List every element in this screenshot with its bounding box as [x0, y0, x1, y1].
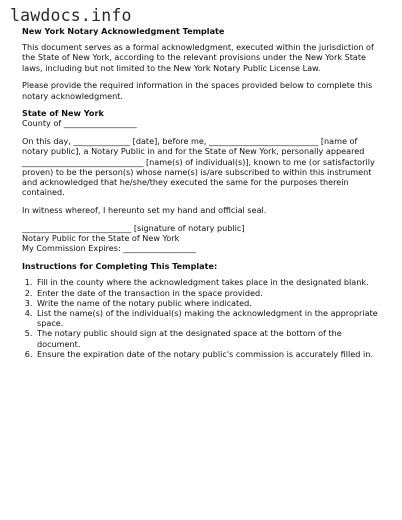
instruction-item: 6. Ensure the expiration date of the notary public's commission is accurately filled in. [35, 349, 384, 359]
witness-line: In witness whereof, I hereunto set my hand and official seal. [22, 204, 267, 215]
instruction-item: 4. List the name(s) of the individual(s) making the acknowledgment in the appropriate space. [35, 308, 384, 328]
county-line: County of __________________ [22, 118, 137, 129]
instruction-item: 5. The notary public should sign at the designated space at the bottom of the document. [35, 328, 384, 348]
document-title: New York Notary Acknowledgment Template [22, 26, 225, 36]
acknowledgment-paragraph: On this day, ______________ [date], before me, ___________________________ [name of notary public], a Notary Public in and for the State of New York, personally appeared ______________________________ [name(s) of individual(s)], known to me (or satisfactorily proven) to be the person(s) whose name(s) is/are subscribed to within this instrument and acknowledged that he/she/they executed the same for the purposes therein contained. [22, 136, 375, 198]
signature-line: ___________________________ [signature of notary public] [22, 222, 245, 233]
state-heading: State of New York [22, 108, 104, 119]
intro-paragraph: This document serves as a formal acknowledgment, executed within the jurisdiction of the State of New York, according to the relevant provisions under the New York State laws, including but not limited to the New York Notary Public License Law. [22, 42, 374, 73]
instructions-list [22, 277, 384, 359]
instruction-item: 1. Fill in the county where the acknowledgment takes place in the designated blank. [35, 277, 384, 287]
instruction-item: 2. Enter the date of the transaction in the space provided. [35, 288, 384, 298]
site-watermark: lawdocs.info [10, 6, 132, 25]
instructions-heading: Instructions for Completing This Template: [22, 260, 218, 271]
instruction-item: 3. Write the name of the notary public where indicated. [35, 298, 384, 308]
instruction-note: Please provide the required information in the spaces provided below to complete this notary acknowledgment. [22, 80, 373, 101]
document-page [22, 26, 384, 359]
notary-title: Notary Public for the State of New York [22, 232, 180, 243]
commission-line: My Commission Expires: __________________ [22, 242, 197, 253]
